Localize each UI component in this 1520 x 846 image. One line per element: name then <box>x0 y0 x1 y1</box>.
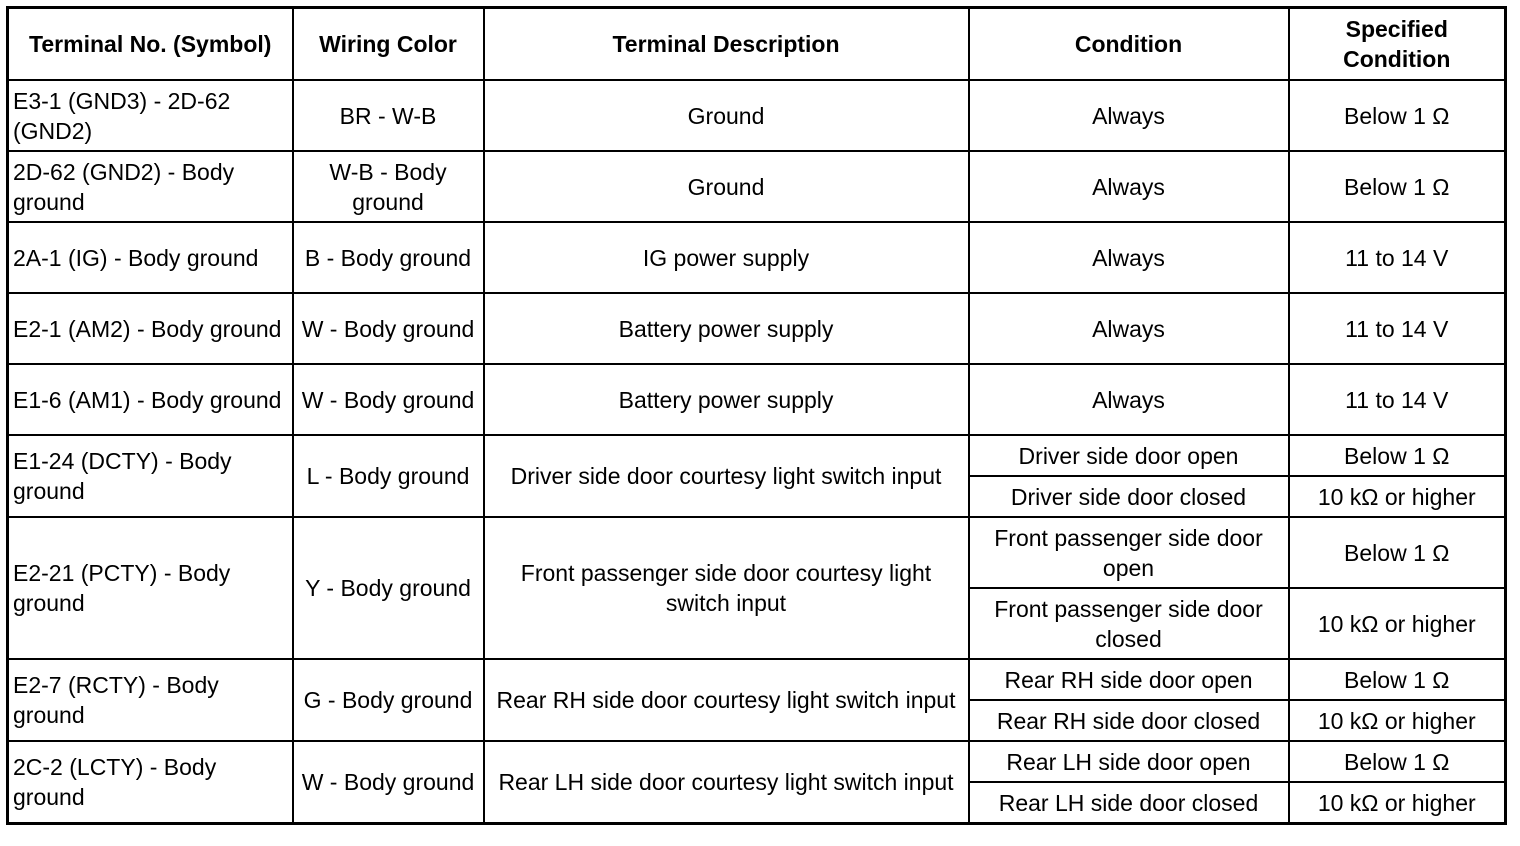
table-row <box>8 222 1506 293</box>
terminal-cell: E2-7 (RCTY) - Body ground <box>8 659 293 741</box>
description-cell: Driver side door courtesy light switch input <box>484 435 969 517</box>
condition-cell: Rear LH side door open <box>969 741 1289 782</box>
terminal-cell: E1-6 (AM1) - Body ground <box>8 364 293 435</box>
table-row <box>8 517 1506 588</box>
spec-cell: 11 to 14 V <box>1289 293 1506 364</box>
condition-cell: Rear RH side door open <box>969 659 1289 700</box>
description-cell: Rear RH side door courtesy light switch input <box>484 659 969 741</box>
terminal-cell: E2-1 (AM2) - Body ground <box>8 293 293 364</box>
description-cell: Ground <box>484 80 969 151</box>
terminal-cell: E1-24 (DCTY) - Body ground <box>8 435 293 517</box>
header-condition: Condition <box>969 8 1289 81</box>
spec-cell: 10 kΩ or higher <box>1289 700 1506 741</box>
header-terminal: Terminal No. (Symbol) <box>8 8 293 81</box>
wiring-cell: W - Body ground <box>293 364 484 435</box>
header-row <box>8 8 1506 81</box>
spec-cell: 10 kΩ or higher <box>1289 476 1506 517</box>
wiring-cell: W - Body ground <box>293 741 484 824</box>
description-cell: Front passenger side door courtesy light switch input <box>484 517 969 659</box>
condition-cell: Always <box>969 80 1289 151</box>
spec-cell: Below 1 Ω <box>1289 80 1506 151</box>
condition-cell: Front passenger side door closed <box>969 588 1289 659</box>
table-row <box>8 80 1506 151</box>
description-cell: Rear LH side door courtesy light switch input <box>484 741 969 824</box>
condition-cell: Rear LH side door closed <box>969 782 1289 824</box>
spec-cell: 10 kΩ or higher <box>1289 782 1506 824</box>
wiring-cell: W - Body ground <box>293 293 484 364</box>
wiring-cell: BR - W-B <box>293 80 484 151</box>
spec-cell: 10 kΩ or higher <box>1289 588 1506 659</box>
wiring-cell: L - Body ground <box>293 435 484 517</box>
wiring-cell: G - Body ground <box>293 659 484 741</box>
table-row <box>8 364 1506 435</box>
spec-cell: 11 to 14 V <box>1289 222 1506 293</box>
wiring-cell: W-B - Body ground <box>293 151 484 222</box>
wiring-cell: Y - Body ground <box>293 517 484 659</box>
table-row <box>8 293 1506 364</box>
table-row <box>8 741 1506 782</box>
terminal-cell: E2-21 (PCTY) - Body ground <box>8 517 293 659</box>
terminal-cell: E3-1 (GND3) - 2D-62 (GND2) <box>8 80 293 151</box>
spec-cell: Below 1 Ω <box>1289 151 1506 222</box>
condition-cell: Front passenger side door open <box>969 517 1289 588</box>
terminal-cell: 2C-2 (LCTY) - Body ground <box>8 741 293 824</box>
spec-cell: Below 1 Ω <box>1289 517 1506 588</box>
terminal-table-container <box>6 6 1507 825</box>
condition-cell: Driver side door closed <box>969 476 1289 517</box>
header-terminal-description: Terminal Description <box>484 8 969 81</box>
table-row <box>8 435 1506 476</box>
condition-cell: Always <box>969 293 1289 364</box>
description-cell: IG power supply <box>484 222 969 293</box>
terminal-table <box>6 6 1507 825</box>
condition-cell: Always <box>969 222 1289 293</box>
condition-cell: Rear RH side door closed <box>969 700 1289 741</box>
spec-cell: Below 1 Ω <box>1289 659 1506 700</box>
description-cell: Battery power supply <box>484 364 969 435</box>
description-cell: Battery power supply <box>484 293 969 364</box>
condition-cell: Always <box>969 364 1289 435</box>
wiring-cell: B - Body ground <box>293 222 484 293</box>
terminal-cell: 2D-62 (GND2) - Body ground <box>8 151 293 222</box>
spec-cell: Below 1 Ω <box>1289 435 1506 476</box>
table-row <box>8 659 1506 700</box>
header-specified-condition: Specified Condition <box>1289 8 1506 81</box>
condition-cell: Driver side door open <box>969 435 1289 476</box>
terminal-cell: 2A-1 (IG) - Body ground <box>8 222 293 293</box>
condition-cell: Always <box>969 151 1289 222</box>
spec-cell: Below 1 Ω <box>1289 741 1506 782</box>
table-row <box>8 151 1506 222</box>
description-cell: Ground <box>484 151 969 222</box>
spec-cell: 11 to 14 V <box>1289 364 1506 435</box>
header-wiring-color: Wiring Color <box>293 8 484 81</box>
